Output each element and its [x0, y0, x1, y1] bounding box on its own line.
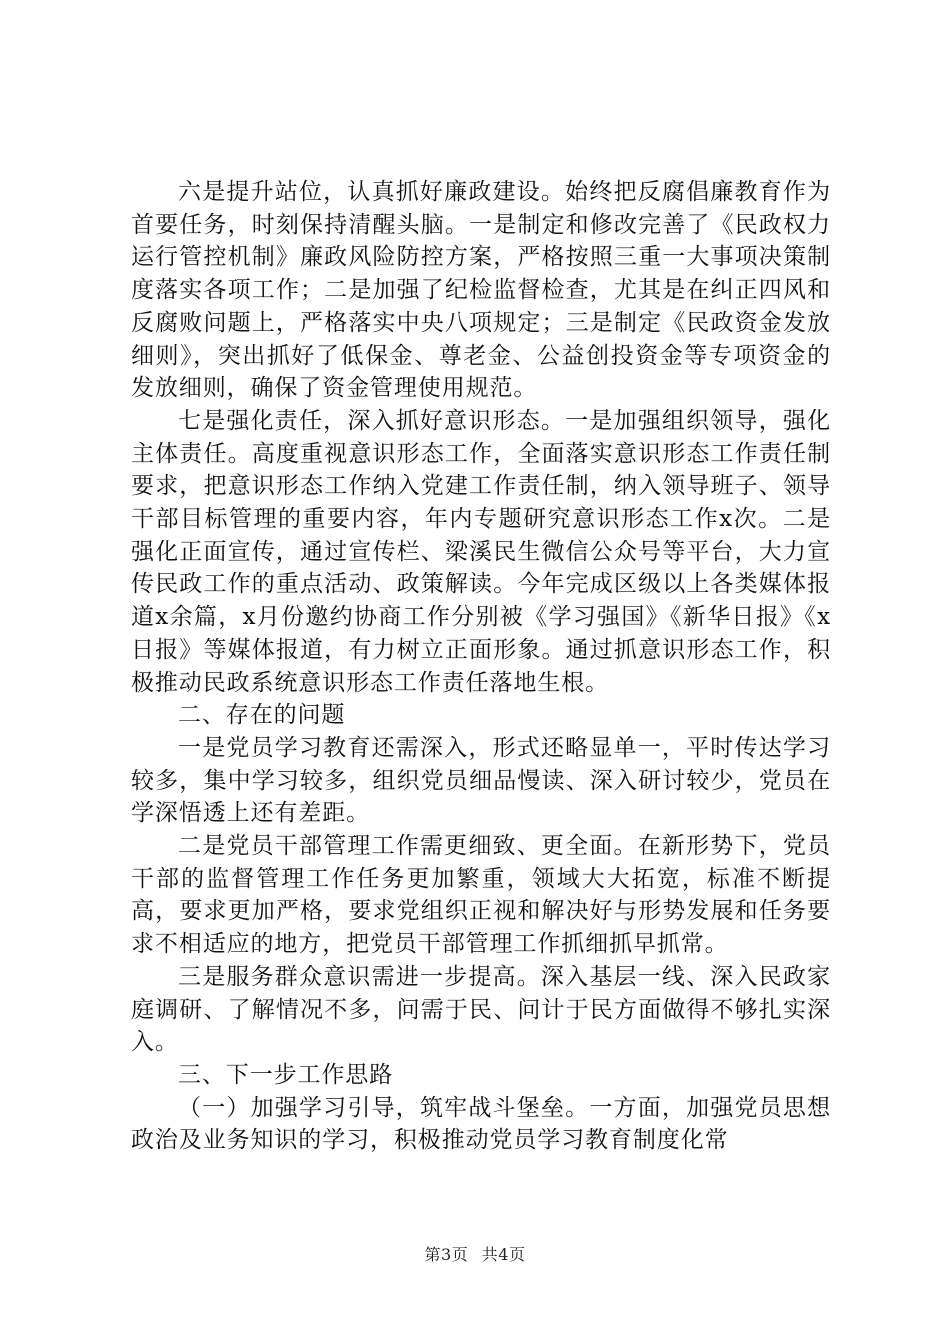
document-body [131, 176, 831, 1157]
section-heading-problems: 二、存在的问题 [178, 702, 346, 729]
paragraph-problem-three: 三是服务群众意识需进一步提高。深入基层一线、深入民政家庭调研、了解情况不多，问需于民、问计于民方面做得不够扎实深入。 [131, 963, 831, 1056]
page-footer [0, 1242, 950, 1265]
page-number-label: 第3页 [424, 1245, 469, 1264]
paragraph-problem-two: 二是党员干部管理工作需更细致、更全面。在新形势下，党员干部的监督管理工作任务更加繁重，领域大大拓宽，标准不断提高，要求更加严格，要求党组织正视和解决好与形势发展和任务要求不相适应的地方，把党员干部管理工作抓细抓早抓常。 [131, 833, 831, 958]
paragraph-ideology-responsibility: 七是强化责任，深入抓好意识形态。一是加强组织领导，强化主体责任。高度重视意识形态工作，全面落实意识形态工作责任制要求，把意识形态工作纳入党建工作责任制，纳入领导班子、领导干部目标管理的重要内容，年内专题研究意识形态工作x次。二是强化正面宣传，通过宣传栏、梁溪民生微信公众号等平台，大力宣传民政工作的重点活动、政策解读。今年完成区级以上各类媒体报道x余篇，x月份邀约协商工作分别被《学习强国》《新华日报》《x日报》等媒体报道，有力树立正面形象。通过抓意识形态工作，积极推动民政系统意识形态工作责任落地生根。 [131, 407, 831, 696]
page-total-label: 共4页 [481, 1245, 526, 1264]
paragraph-integrity-building: 六是提升站位，认真抓好廉政建设。始终把反腐倡廉教育作为首要任务，时刻保持清醒头脑。一是制定和修改完善了《民政权力运行管控机制》廉政风险防控方案，严格按照三重一大事项决策制度落实各项工作；二是加强了纪检监督检查，尤其是在纠正四风和反腐败问题上，严格落实中央八项规定；三是制定《民政资金发放细则》，突出抓好了低保金、尊老金、公益创投资金等专项资金的发放细则，确保了资金管理使用规范。 [131, 179, 831, 402]
section-heading-next-steps: 三、下一步工作思路 [178, 1061, 394, 1088]
paragraph-next-step-one: （一）加强学习引导，筑牢战斗堡垒。一方面，加强党员思想政治及业务知识的学习，积极推动党员学习教育制度化常 [131, 1094, 831, 1154]
paragraph-problem-one: 一是党员学习教育还需深入，形式还略显单一，平时传达学习较多，集中学习较多，组织党员细品慢读、深入研讨较少，党员在学深悟透上还有差距。 [131, 734, 831, 827]
